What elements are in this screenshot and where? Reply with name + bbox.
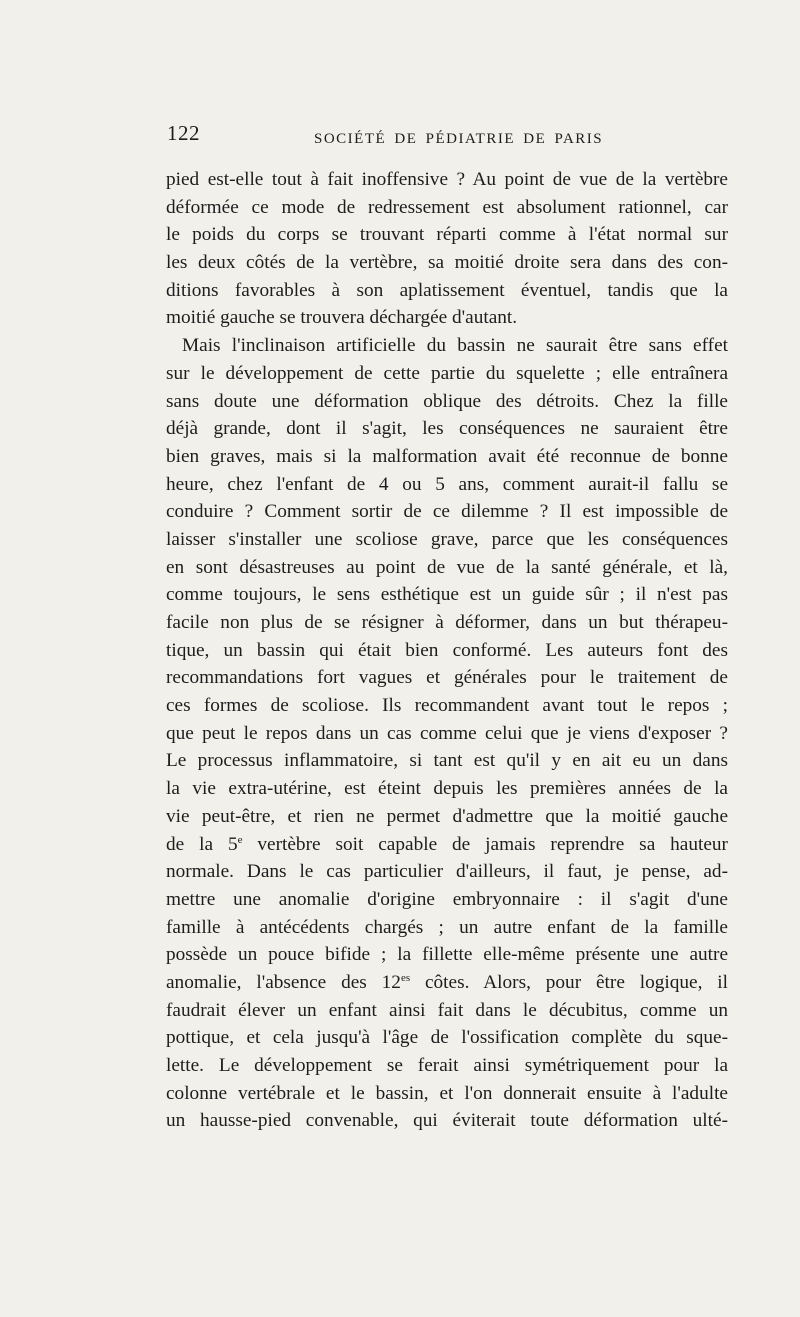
text-fragment: côtes. Alors, pour être logique, il [410,971,728,993]
page-number: 122 [167,121,200,145]
text-line: famille à antécédents chargés ; un autre enfant de la famille [166,916,728,938]
text-line: la vie extra-utérine, est éteint depuis les premières années de la [166,778,728,800]
text-line: laisser s'installer une scoliose grave, parce que les conséquences [166,528,728,550]
text-fragment: anomalie, l'absence des 12 [166,971,401,993]
text-line: facile non plus de se résigner à déformer, dans un but thérapeu- [166,612,728,633]
text-line: sans doute une déformation oblique des détroits. Chez la fille [166,390,728,412]
text-line: conduire ? Comment sortir de ce dilemme ? Il est impossible de [166,501,728,523]
text-line: vie peut-être, et rien ne permet d'admettre que la moitié gauche [166,805,728,827]
text-line: ditions favorables à son aplatissement éventuel, tandis que la [166,279,728,301]
superscript: es [400,971,411,984]
body-text [166,166,728,1135]
text-line: faudrait élever un enfant ainsi fait dans le décubitus, comme un [166,999,728,1021]
text-line: déjà grande, dont il s'agit, les conséquences ne sauraient être [166,418,728,440]
text-line: moitié gauche se trouvera déchargée d'autant. [166,307,518,329]
text-line: lette. Le développement se ferait ainsi symétriquement pour la [166,1055,728,1076]
text-line: que peut le repos dans un cas comme celui que je viens d'exposer ? [166,722,728,744]
text-line: recommandations fort vagues et générales pour le traitement de [166,667,728,689]
text-line: comme toujours, le sens esthétique est un guide sûr ; il n'est pas [166,584,728,606]
text-fragment: vertèbre soit capable de jamais reprendre sa hauteur [242,833,728,855]
text-line: mettre une anomalie d'origine embryonnaire : il s'agit d'une [166,888,728,910]
text-line: pottique, et cela jusqu'à l'âge de l'ossification complète du sque- [166,1027,728,1049]
text-line: tique, un bassin qui était bien conformé. Les auteurs font des [166,639,728,661]
running-title: SOCIÉTÉ DE PÉDIATRIE DE PARIS [314,131,604,147]
text-line: le poids du corps se trouvant réparti comme à l'état normal sur [166,224,728,246]
text-line: possède un pouce bifide ; la fillette elle-même présente une autre [166,944,728,966]
text-fragment: de la 5 [166,833,238,855]
text-line: sur le développement de cette partie du squelette ; elle entraînera [166,362,728,384]
text-line: colonne vertébrale et le bassin, et l'on donnerait ensuite à l'adulte [166,1082,728,1104]
text-line: déformée ce mode de redressement est absolument rationnel, car [166,196,728,218]
text-line [166,969,728,997]
text-line [166,831,728,859]
text-line: en sont désastreuses au point de vue de la santé générale, et là, [166,556,728,578]
superscript: e [237,833,243,846]
text-line: Le processus inflammatoire, si tant est qu'il y en ait eu un dans [166,750,728,772]
text-line: les deux côtés de la vertèbre, sa moitié droite sera dans des con- [166,252,728,274]
text-line: ces formes de scoliose. Ils recommandent avant tout le repos ; [166,695,728,717]
text-line: bien graves, mais si la malformation avait été reconnue de bonne [166,445,728,467]
text-line: Mais l'inclinaison artificielle du bassin ne saurait être sans effet [182,335,728,357]
text-line: pied est-elle tout à fait inoffensive ? Au point de vue de la vertèbre [166,169,728,190]
text-line: heure, chez l'enfant de 4 ou 5 ans, comment aurait-il fallu se [166,473,728,495]
text-line: un hausse-pied convenable, qui éviterait toute déformation ulté- [166,1110,728,1132]
text-line: normale. Dans le cas particulier d'ailleurs, il faut, je pense, ad- [166,861,728,883]
